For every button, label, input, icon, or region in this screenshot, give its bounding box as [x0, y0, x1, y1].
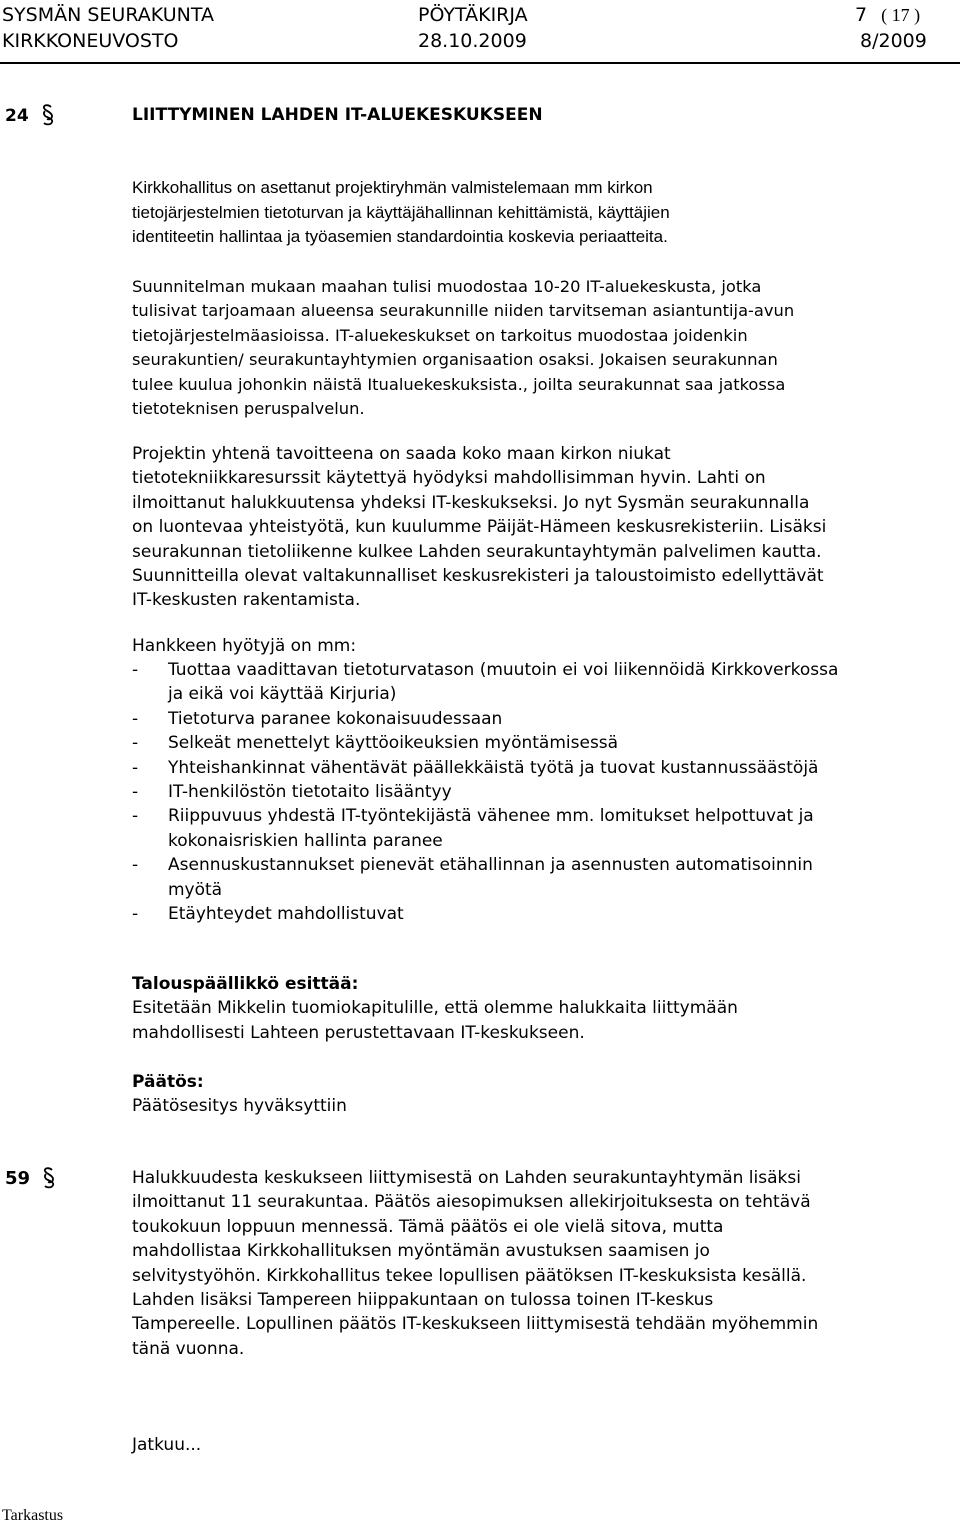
- text-line: Suunnitelman mukaan maahan tulisi muodostaa 10-20 IT-aluekeskusta, jotka: [132, 277, 762, 296]
- bullet-dash: -: [132, 782, 139, 803]
- text-line: Kirkkohallitus on asettanut projektiryhmän valmistelemaan mm kirkon: [132, 178, 653, 197]
- list-item-text: Tuottaa vaadittavan tietoturvatason (muutoin ei voi liikennöidä Kirkkoverkossa: [168, 660, 839, 680]
- list-item: [132, 804, 958, 853]
- text-line: Suunnitteilla olevat valtakunnalliset keskusrekisteri ja taloustoimisto edellyttävät: [132, 566, 824, 587]
- section-number: [5, 104, 55, 127]
- text-line: Esitetään Mikkelin tuomiokapitulille, että olemme halukkaita liittymään: [132, 998, 738, 1019]
- header-page-number: [855, 4, 920, 26]
- continued-text: Jatkuu...: [132, 1435, 202, 1455]
- bullet-dash: -: [132, 733, 139, 754]
- text-line: seurakunnan tietoliikenne kulkee Lahden seurakuntayhtymän palvelimen kautta.: [132, 541, 822, 562]
- footer-label: Tarkastus: [2, 1507, 64, 1524]
- continued-note: [132, 1433, 958, 1457]
- list-item-text: IT-henkilöstön tietotaito lisääntyy: [168, 782, 452, 803]
- text-line: tietotekniikkaresurssit käytettyä hyödyksi mahdollisimman hyvin. Lahti on: [132, 468, 766, 489]
- header-body: KIRKKONEUVOSTO: [2, 30, 179, 52]
- section-number: [5, 1167, 56, 1190]
- list-item: [132, 707, 958, 731]
- text-line: tietojärjestelmäasioissa. IT-aluekeskukset on tarkoitus muodostaa joidenkin: [132, 325, 748, 345]
- list-item-text: ja eikä voi käyttää Kirjuria): [168, 684, 397, 705]
- text-line: toukokuun loppuun mennessä. Tämä päätös ei ole vielä sitova, mutta: [132, 1216, 724, 1237]
- text-line: tänä vuonna.: [132, 1338, 245, 1359]
- text-line: on luontevaa yhteistyötä, kun kuulumme Päijät-Hämeen keskusrekisteriin. Lisäksi: [132, 517, 827, 538]
- list-item: [132, 658, 958, 707]
- section-59-number: 59: [5, 1168, 31, 1189]
- list-item-text: Riippuvuus yhdestä IT-työntekijästä vähenee mm. lomitukset helpottuvat ja: [168, 806, 814, 827]
- header-meeting-no: 8/2009: [860, 30, 927, 52]
- page-total: ( 17 ): [881, 5, 921, 25]
- text-line: tietoteknisen peruspalvelun.: [132, 399, 365, 419]
- decision-heading: Päätös:: [132, 1072, 204, 1092]
- header-rule: [0, 62, 960, 64]
- paragraph-section-59: [132, 1166, 958, 1361]
- list-item: [132, 756, 958, 780]
- proposal-block: [132, 972, 958, 1045]
- page-no: 7: [855, 4, 868, 26]
- text-line: ilmoittanut 11 seurakuntaa. Päätös aiesopimuksen allekirjoituksesta on tehtävä: [132, 1192, 811, 1213]
- text-line: Halukkuudesta keskukseen liittymisestä on Lahden seurakuntayhtymän lisäksi: [132, 1168, 801, 1188]
- bullet-dash: -: [132, 708, 139, 729]
- list-item-text: myötä: [168, 879, 223, 900]
- decision-text: Päätösesitys hyväksyttiin: [132, 1096, 347, 1117]
- bullet-dash: -: [132, 904, 139, 925]
- paragraph-intro: [132, 176, 958, 250]
- decision-block: [132, 1070, 958, 1119]
- list-item: [132, 780, 958, 804]
- text-line: IT-keskusten rakentamista.: [132, 590, 361, 611]
- benefits-heading: [132, 634, 958, 658]
- text-line: selvitystyöhön. Kirkkohallitus tekee lopullisen päätöksen IT-keskuksista kesällä.: [132, 1265, 807, 1286]
- list-item: [132, 902, 958, 926]
- text-line: mahdollistaa Kirkkohallituksen myöntämän avustuksen saamisen jo: [132, 1241, 710, 1262]
- text-line: Lahden lisäksi Tampereen hiippakuntaan on tulossa toinen IT-keskus: [132, 1290, 714, 1311]
- text-line: Projektin yhtenä tavoitteena on saada koko maan kirkon niukat: [132, 444, 671, 464]
- section-title: LIITTYMINEN LAHDEN IT-ALUEKESKUKSEEN: [132, 105, 543, 125]
- header-doc-type: PÖYTÄKIRJA: [418, 4, 528, 26]
- list-item-text: Etäyhteydet mahdollistuvat: [168, 904, 404, 925]
- list-item-text: Asennuskustannukset pienevät etähallinnan ja asennusten automatisoinnin: [168, 855, 813, 876]
- bullet-dash: -: [132, 660, 139, 680]
- benefits-heading-text: Hankkeen hyötyjä on mm:: [132, 636, 357, 656]
- list-item-text: Tietoturva paranee kokonaisuudessaan: [168, 708, 503, 729]
- text-line: Tampereelle. Lopullinen päätös IT-keskukseen liittymisestä tehdään myöhemmin: [132, 1314, 819, 1335]
- section-mark-icon: [42, 1167, 56, 1189]
- text-line: tulee kuulua johonkin näistä Itualuekeskuksista., joilta seurakunnat saa jatkossa: [132, 374, 786, 394]
- text-line: identiteetin hallintaa ja työasemien standardointia koskevia periaatteita.: [132, 227, 668, 246]
- header-org: SYSMÄN SEURAKUNTA: [2, 4, 214, 26]
- bullet-dash: -: [132, 806, 139, 827]
- bullet-dash: -: [132, 855, 139, 876]
- paragraph-plan: [132, 275, 958, 421]
- list-item-text: Selkeät menettelyt käyttöoikeuksien myöntämisessä: [168, 733, 619, 754]
- text-line: mahdollisesti Lahteen perustettavaan IT-keskukseen.: [132, 1022, 585, 1043]
- paragraph-project: [132, 442, 958, 613]
- text-line: tietojärjestelmien tietoturvan ja käyttäjähallinnan kehittämistä, käyttäjien: [132, 202, 670, 222]
- list-item: [132, 731, 958, 755]
- list-item-text: Yhteishankinnat vähentävät päällekkäistä työtä ja tuovat kustannussäästöjä: [168, 757, 819, 778]
- text-line: ilmoittanut halukkuutensa yhdeksi IT-keskukseksi. Jo nyt Sysmän seurakunnalla: [132, 492, 810, 513]
- list-item: [132, 853, 958, 902]
- section-mark-icon: [41, 104, 55, 126]
- header-date: 28.10.2009: [418, 30, 527, 52]
- proposal-heading: Talouspäällikkö esittää:: [132, 974, 359, 994]
- benefits-list: [132, 658, 958, 926]
- text-line: seurakuntien/ seurakuntayhtymien organisaation osaksi. Jokaisen seurakunnan: [132, 350, 778, 370]
- bullet-dash: -: [132, 757, 139, 778]
- section-24-number: 24: [5, 106, 29, 126]
- list-item-text: kokonaisriskien hallinta paranee: [168, 830, 443, 851]
- text-line: tulisivat tarjoamaan alueensa seurakunnille niiden tarvitseman asiantuntija-avun: [132, 301, 795, 321]
